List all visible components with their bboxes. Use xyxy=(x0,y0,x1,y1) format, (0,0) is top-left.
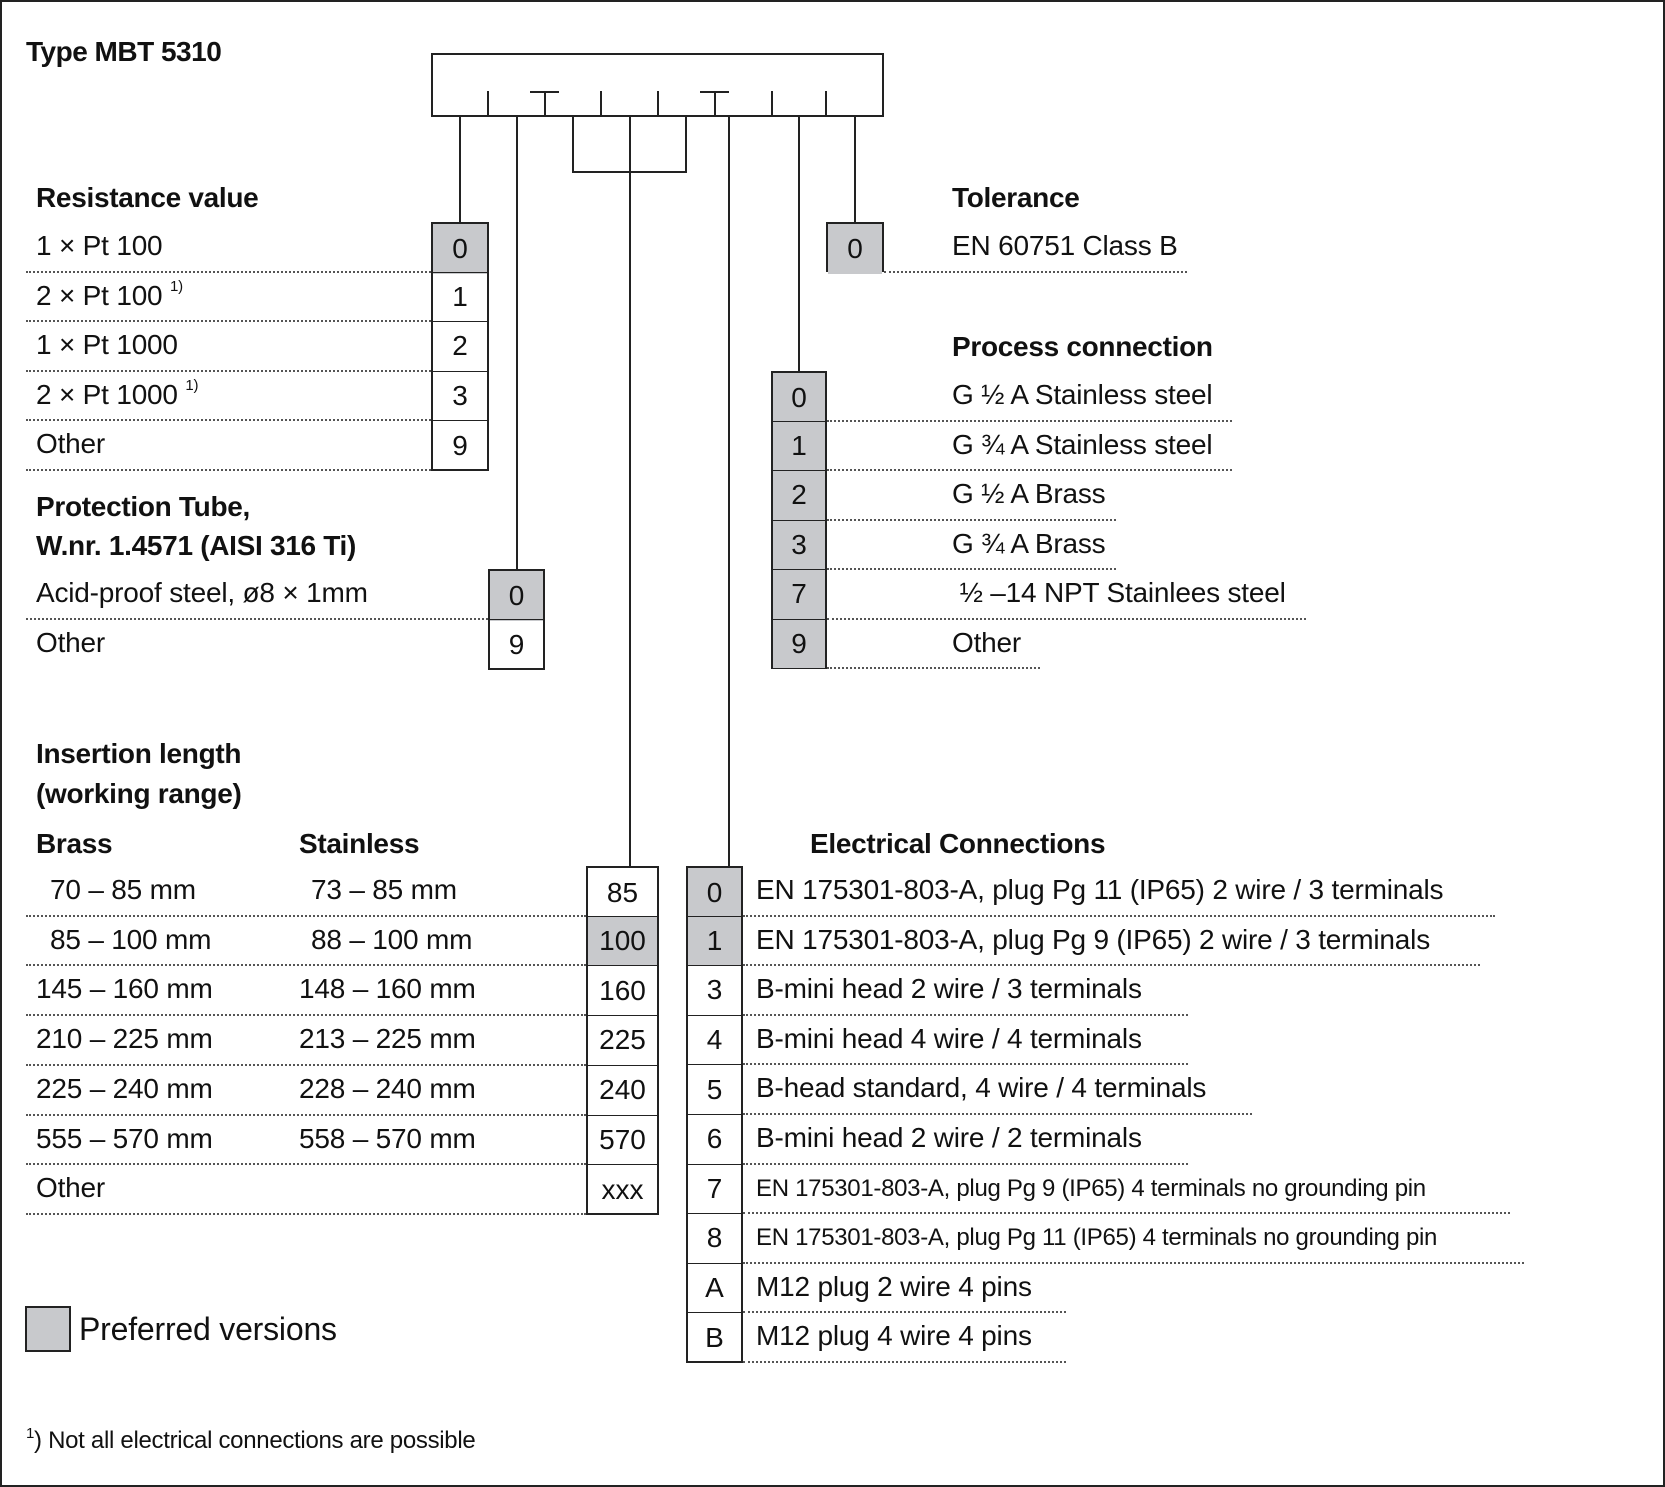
row-divider xyxy=(743,915,1495,917)
resistance-option-label: 1 × Pt 100 xyxy=(36,230,163,261)
connector-insertion-right xyxy=(685,116,687,173)
electrical-heading: Electrical Connections xyxy=(810,828,1106,859)
row-divider xyxy=(26,964,586,966)
tolerance-code-0[interactable]: 0 xyxy=(828,224,882,274)
insertion-code-5[interactable]: 570 xyxy=(588,1115,657,1165)
insertion-brass-range[interactable]: 555 – 570 mm xyxy=(36,1122,213,1154)
insertion-stainless-range[interactable]: 558 – 570 mm xyxy=(299,1122,476,1154)
resistance-heading: Resistance value xyxy=(36,182,259,213)
resistance-option[interactable] xyxy=(36,376,199,411)
process-option[interactable]: G ½ A Stainless steel xyxy=(952,379,1213,410)
insertion-code-2[interactable]: 160 xyxy=(588,965,657,1015)
code-tick xyxy=(714,91,716,116)
protection-code-0[interactable]: 0 xyxy=(490,571,543,621)
resistance-code-3[interactable]: 3 xyxy=(433,371,487,421)
row-divider xyxy=(743,1311,1066,1313)
insertion-stainless-range[interactable]: 213 – 225 mm xyxy=(299,1023,476,1055)
row-divider xyxy=(743,1361,1066,1363)
electrical-code-column xyxy=(686,866,743,1363)
connector-resistance xyxy=(459,116,461,222)
row-divider xyxy=(743,1113,1252,1115)
electrical-code-7[interactable]: 8 xyxy=(688,1213,741,1263)
row-divider xyxy=(26,370,431,372)
insertion-brass-range[interactable]: 210 – 225 mm xyxy=(36,1023,213,1055)
row-divider xyxy=(743,1212,1510,1214)
electrical-option[interactable]: M12 plug 2 wire 4 pins xyxy=(756,1270,1032,1302)
row-divider xyxy=(26,1163,586,1165)
row-divider xyxy=(26,1114,586,1116)
resistance-option[interactable] xyxy=(36,277,183,312)
electrical-code-9[interactable]: B xyxy=(688,1312,741,1362)
row-divider xyxy=(743,1014,1188,1016)
insertion-heading-line2: (working range) xyxy=(36,778,242,809)
electrical-option[interactable]: EN 175301-803-A, plug Pg 11 (IP65) 2 wire / 3 terminals xyxy=(756,874,1444,905)
connector-tolerance xyxy=(854,116,856,222)
footnote-ref: 1) xyxy=(170,277,183,295)
process-option[interactable]: G ½ A Brass xyxy=(952,478,1106,509)
code-separator-bar xyxy=(700,91,729,93)
page-title: Type MBT 5310 xyxy=(26,36,222,67)
insertion-stainless-range[interactable]: 73 – 85 mm xyxy=(311,874,457,905)
row-divider xyxy=(26,1014,586,1016)
code-tick xyxy=(825,91,827,116)
insertion-stainless-range[interactable]: 88 – 100 mm xyxy=(311,923,473,955)
protection-option[interactable]: Other xyxy=(36,627,106,658)
footnote xyxy=(26,1427,475,1455)
electrical-code-5[interactable]: 6 xyxy=(688,1114,741,1164)
code-tick xyxy=(657,91,659,116)
protection-code-1[interactable]: 9 xyxy=(490,619,543,669)
protection-heading-line1: Protection Tube, xyxy=(36,491,251,522)
electrical-option[interactable]: B-mini head 2 wire / 3 terminals xyxy=(756,973,1142,1005)
process-option[interactable]: G ¾ A Stainless steel xyxy=(952,428,1213,460)
row-divider xyxy=(743,964,1480,966)
preferred-legend-swatch xyxy=(25,1306,71,1352)
electrical-option[interactable]: B-mini head 4 wire / 4 terminals xyxy=(756,1022,1142,1054)
row-divider xyxy=(827,568,1116,570)
row-divider xyxy=(26,320,431,322)
insertion-brass-range[interactable]: 70 – 85 mm xyxy=(50,874,196,905)
resistance-option[interactable] xyxy=(36,428,105,460)
row-divider xyxy=(827,420,1232,422)
code-tick xyxy=(487,91,489,116)
electrical-option[interactable]: B-head standard, 4 wire / 4 terminals xyxy=(756,1072,1207,1104)
process-code-1[interactable]: 1 xyxy=(773,421,825,471)
process-code-column xyxy=(771,371,827,669)
electrical-code-8[interactable]: A xyxy=(688,1263,741,1313)
code-tick xyxy=(544,91,546,116)
resistance-code-4[interactable]: 9 xyxy=(433,420,487,470)
tolerance-option[interactable]: EN 60751 Class B xyxy=(952,230,1178,261)
connector-protection xyxy=(516,116,518,569)
code-separator-bar xyxy=(530,91,559,93)
code-tick xyxy=(771,91,773,116)
electrical-option[interactable]: M12 plug 4 wire 4 pins xyxy=(756,1320,1032,1352)
process-code-0[interactable]: 0 xyxy=(773,373,825,423)
insertion-code-0[interactable]: 85 xyxy=(606,876,639,908)
insertion-brass-range[interactable]: Other xyxy=(36,1172,106,1204)
connector-insertion xyxy=(629,116,631,866)
resistance-option-label: 2 × Pt 100 xyxy=(36,279,163,311)
resistance-option-label: 1 × Pt 1000 xyxy=(36,329,178,361)
resistance-option[interactable] xyxy=(36,230,162,262)
resistance-code-0[interactable]: 0 xyxy=(433,224,487,274)
electrical-code-3[interactable]: 4 xyxy=(688,1015,741,1065)
row-divider xyxy=(827,667,1040,669)
resistance-option[interactable] xyxy=(36,329,178,361)
row-divider xyxy=(26,271,431,273)
electrical-option[interactable]: B-mini head 2 wire / 2 terminals xyxy=(756,1122,1142,1153)
insertion-col-stainless: Stainless xyxy=(299,828,420,859)
footnote-ref: 1) xyxy=(185,376,199,394)
process-option[interactable]: Other xyxy=(952,626,1022,658)
resistance-option-label: Other xyxy=(36,428,106,460)
protection-option[interactable]: Acid-proof steel, ø8 × 1mm xyxy=(36,577,368,608)
insertion-code-1[interactable]: 100 xyxy=(588,916,657,966)
electrical-option[interactable]: EN 175301-803-A, plug Pg 9 (IP65) 4 terminals no grounding pin xyxy=(756,1174,1426,1202)
row-divider xyxy=(26,915,586,917)
insertion-code-4[interactable]: 240 xyxy=(588,1065,657,1115)
code-tick xyxy=(600,91,602,116)
insertion-heading-line1: Insertion length xyxy=(36,738,242,769)
insertion-brass-range[interactable]: 225 – 240 mm xyxy=(36,1072,213,1104)
process-code-4[interactable]: 7 xyxy=(773,569,825,619)
electrical-code-4[interactable]: 5 xyxy=(688,1064,741,1114)
footnote-mark: 1 xyxy=(26,1425,35,1442)
row-divider xyxy=(26,419,431,421)
row-divider xyxy=(827,618,1306,620)
resistance-option-label: 2 × Pt 1000 xyxy=(36,378,178,410)
process-code-3[interactable]: 3 xyxy=(773,520,825,570)
row-divider xyxy=(827,519,1116,521)
insertion-brass-range[interactable]: 85 – 100 mm xyxy=(50,923,212,955)
row-divider xyxy=(26,1213,586,1215)
process-option[interactable]: G ¾ A Brass xyxy=(952,527,1106,559)
row-divider xyxy=(743,1262,1524,1264)
connector-insertion-left xyxy=(572,116,574,173)
process-code-2[interactable]: 2 xyxy=(773,470,825,520)
footnote-text: ) Not all electrical connections are possible xyxy=(34,1427,476,1454)
tolerance-code-column xyxy=(826,222,884,272)
insertion-brass-range[interactable]: 145 – 160 mm xyxy=(36,973,213,1005)
electrical-code-0[interactable]: 0 xyxy=(688,868,741,918)
resistance-code-2[interactable]: 2 xyxy=(433,321,487,371)
row-divider xyxy=(884,271,1187,273)
protection-code-column xyxy=(488,569,545,670)
row-divider xyxy=(26,1064,586,1066)
row-divider xyxy=(743,1163,1188,1165)
process-code-5[interactable]: 9 xyxy=(773,619,825,669)
preferred-legend-label: Preferred versions xyxy=(79,1311,337,1347)
row-divider xyxy=(743,1063,1188,1065)
connector-electrical xyxy=(728,116,730,866)
tolerance-heading: Tolerance xyxy=(952,182,1080,213)
electrical-option[interactable]: EN 175301-803-A, plug Pg 11 (IP65) 4 terminals no grounding pin xyxy=(756,1224,1438,1252)
resistance-code-column xyxy=(431,222,489,471)
electrical-code-2[interactable]: 3 xyxy=(688,965,741,1015)
resistance-code-1[interactable]: 1 xyxy=(433,272,487,322)
insertion-code-6[interactable]: xxx xyxy=(588,1164,657,1214)
insertion-code-3[interactable]: 225 xyxy=(588,1015,657,1065)
row-divider xyxy=(26,618,488,620)
electrical-code-6[interactable]: 7 xyxy=(688,1164,741,1214)
protection-heading-line2: W.nr. 1.4571 (AISI 316 Ti) xyxy=(36,530,357,561)
insertion-code-column xyxy=(586,866,659,1215)
electrical-option[interactable]: EN 175301-803-A, plug Pg 9 (IP65) 2 wire / 3 terminals xyxy=(756,923,1430,955)
electrical-code-1[interactable]: 1 xyxy=(688,916,741,966)
process-heading: Process connection xyxy=(952,331,1213,362)
insertion-stainless-range[interactable]: 148 – 160 mm xyxy=(299,973,476,1005)
row-divider xyxy=(26,469,431,471)
row-divider xyxy=(827,469,1232,471)
insertion-stainless-range[interactable]: 228 – 240 mm xyxy=(299,1072,476,1104)
insertion-col-brass: Brass xyxy=(36,828,113,859)
process-option[interactable]: ½ –14 NPT Stainlees steel xyxy=(952,577,1286,608)
connector-process xyxy=(798,116,800,371)
